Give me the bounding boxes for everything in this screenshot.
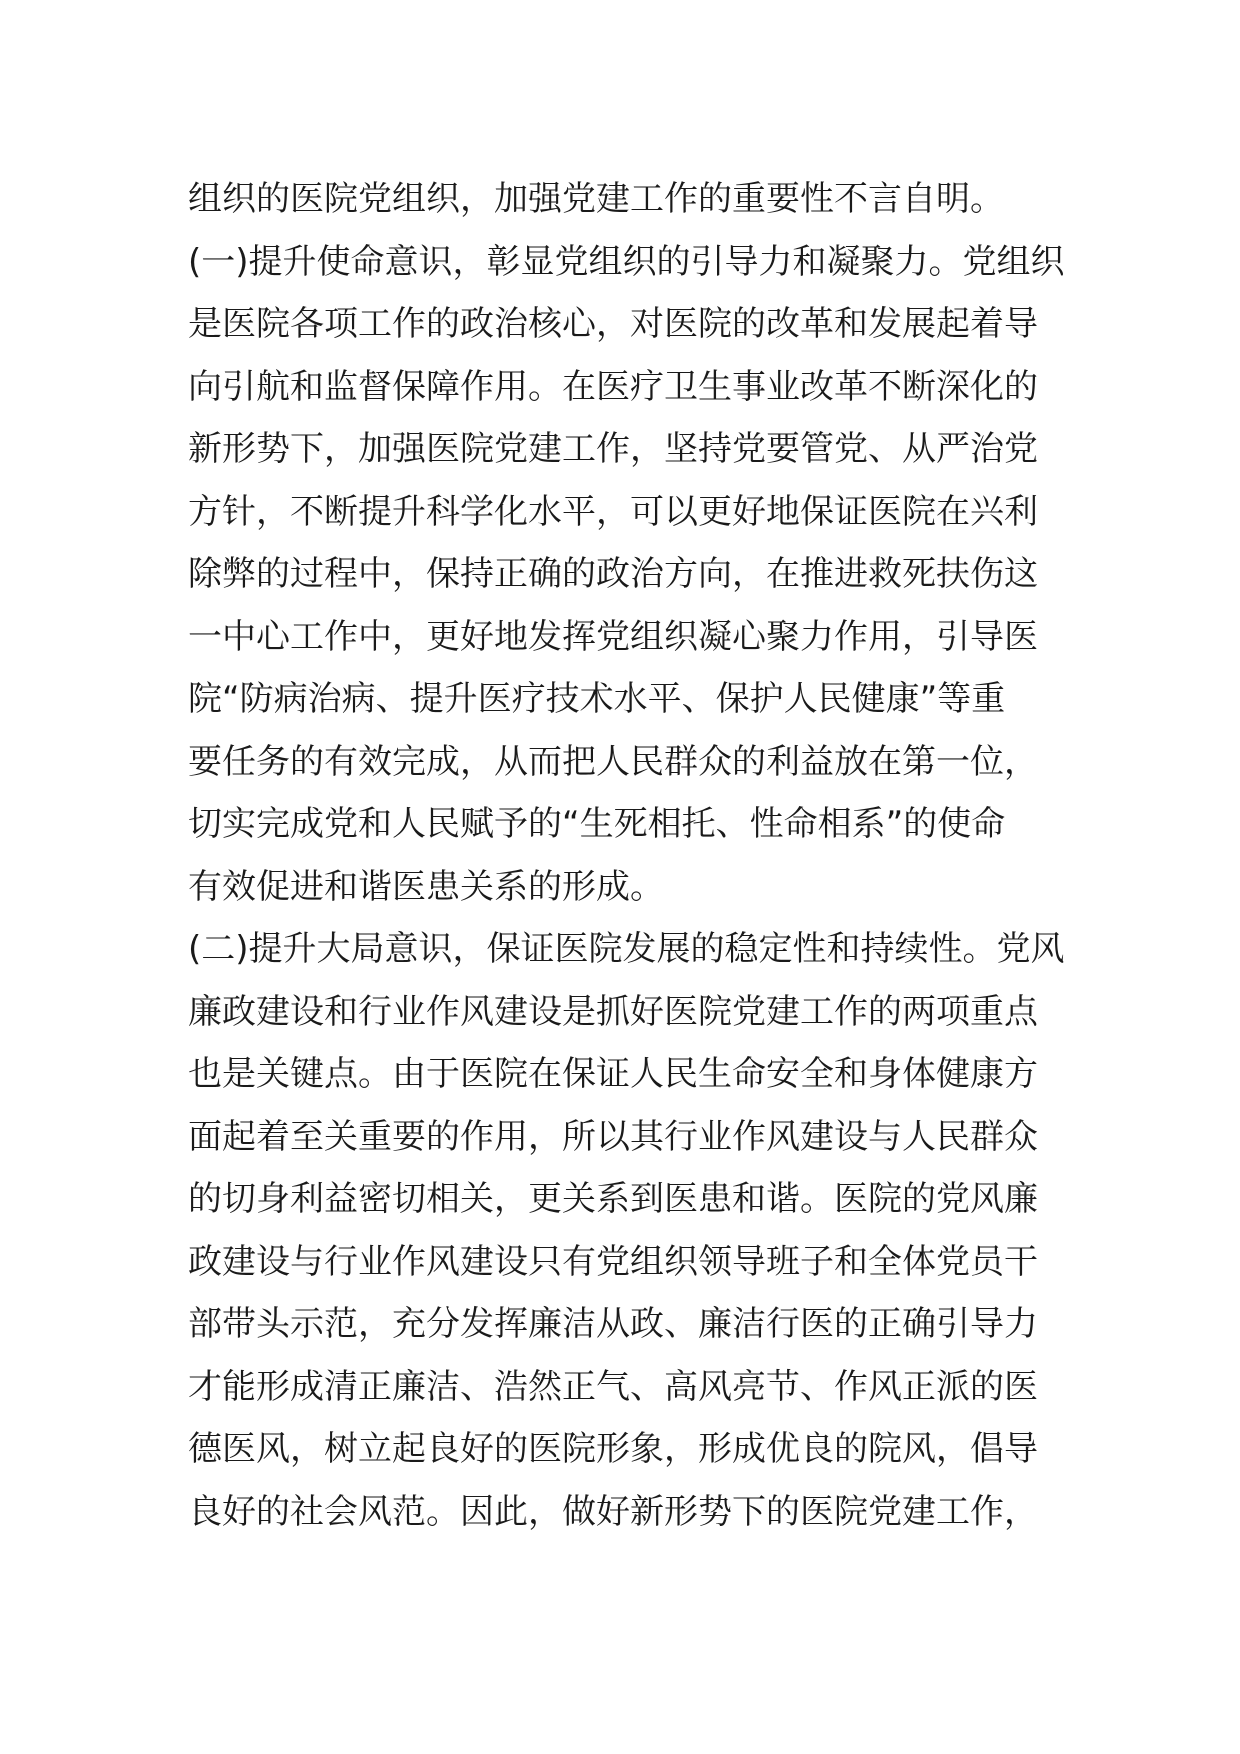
text-line-21: 德医风，树立起良好的医院形象，形成优良的院风，倡导 bbox=[188, 1429, 1038, 1469]
text-line-3: 是医院各项工作的政治核心，对医院的改革和发展起着导 bbox=[188, 304, 1038, 344]
text-line-22: 良好的社会风范。因此，做好新形势下的医院党建工作， bbox=[188, 1491, 1038, 1532]
text-line-16: 面起着至关重要的作用，所以其行业作风建设与人民群众 bbox=[188, 1116, 1038, 1157]
text-line-7: 除弊的过程中，保持正确的政治方向，在推进救死扶伤这 bbox=[188, 554, 1038, 594]
body-text bbox=[188, 168, 1068, 1543]
text-line-4: 向引航和监督保障作用。在医疗卫生事业改革不断深化的 bbox=[188, 366, 1038, 407]
heading-line-section-1: (一)提升使命意识，彰显党组织的引导力和凝聚力。党组织 bbox=[188, 241, 1065, 282]
text-line-18: 政建设与行业作风建设只有党组织领导班子和全体党员干 bbox=[188, 1241, 1038, 1282]
text-line-9: 院“防病治病、提升医疗技术水平、保护人民健康”等重 bbox=[188, 679, 1006, 719]
text-line-14: 廉政建设和行业作风建设是抓好医院党建工作的两项重点 bbox=[188, 991, 1038, 1032]
text-line-1: 组织的医院党组织，加强党建工作的重要性不言自明。 bbox=[188, 179, 1004, 219]
text-line-10: 要任务的有效完成，从而把人民群众的利益放在第一位， bbox=[188, 741, 1038, 782]
heading-line-section-2: (二)提升大局意识，保证医院发展的稳定性和持续性。党风 bbox=[188, 929, 1065, 969]
text-line-15: 也是关键点。由于医院在保证人民生命安全和身体健康方 bbox=[188, 1054, 1038, 1094]
text-line-6: 方针，不断提升科学化水平，可以更好地保证医院在兴利 bbox=[188, 491, 1038, 532]
text-line-20: 才能形成清正廉洁、浩然正气、高风亮节、作风正派的医 bbox=[188, 1366, 1038, 1407]
text-line-11: 切实完成党和人民赋予的“生死相托、性命相系”的使命 bbox=[188, 804, 1006, 844]
text-line-12: 有效促进和谐医患关系的形成。 bbox=[188, 866, 664, 907]
text-line-5: 新形势下，加强医院党建工作，坚持党要管党、从严治党 bbox=[188, 429, 1038, 469]
text-line-17: 的切身利益密切相关，更关系到医患和谐。医院的党风廉 bbox=[188, 1179, 1038, 1219]
text-line-19: 部带头示范，充分发挥廉洁从政、廉洁行医的正确引导力 bbox=[188, 1304, 1038, 1344]
text-line-8: 一中心工作中，更好地发挥党组织凝心聚力作用，引导医 bbox=[188, 616, 1038, 657]
